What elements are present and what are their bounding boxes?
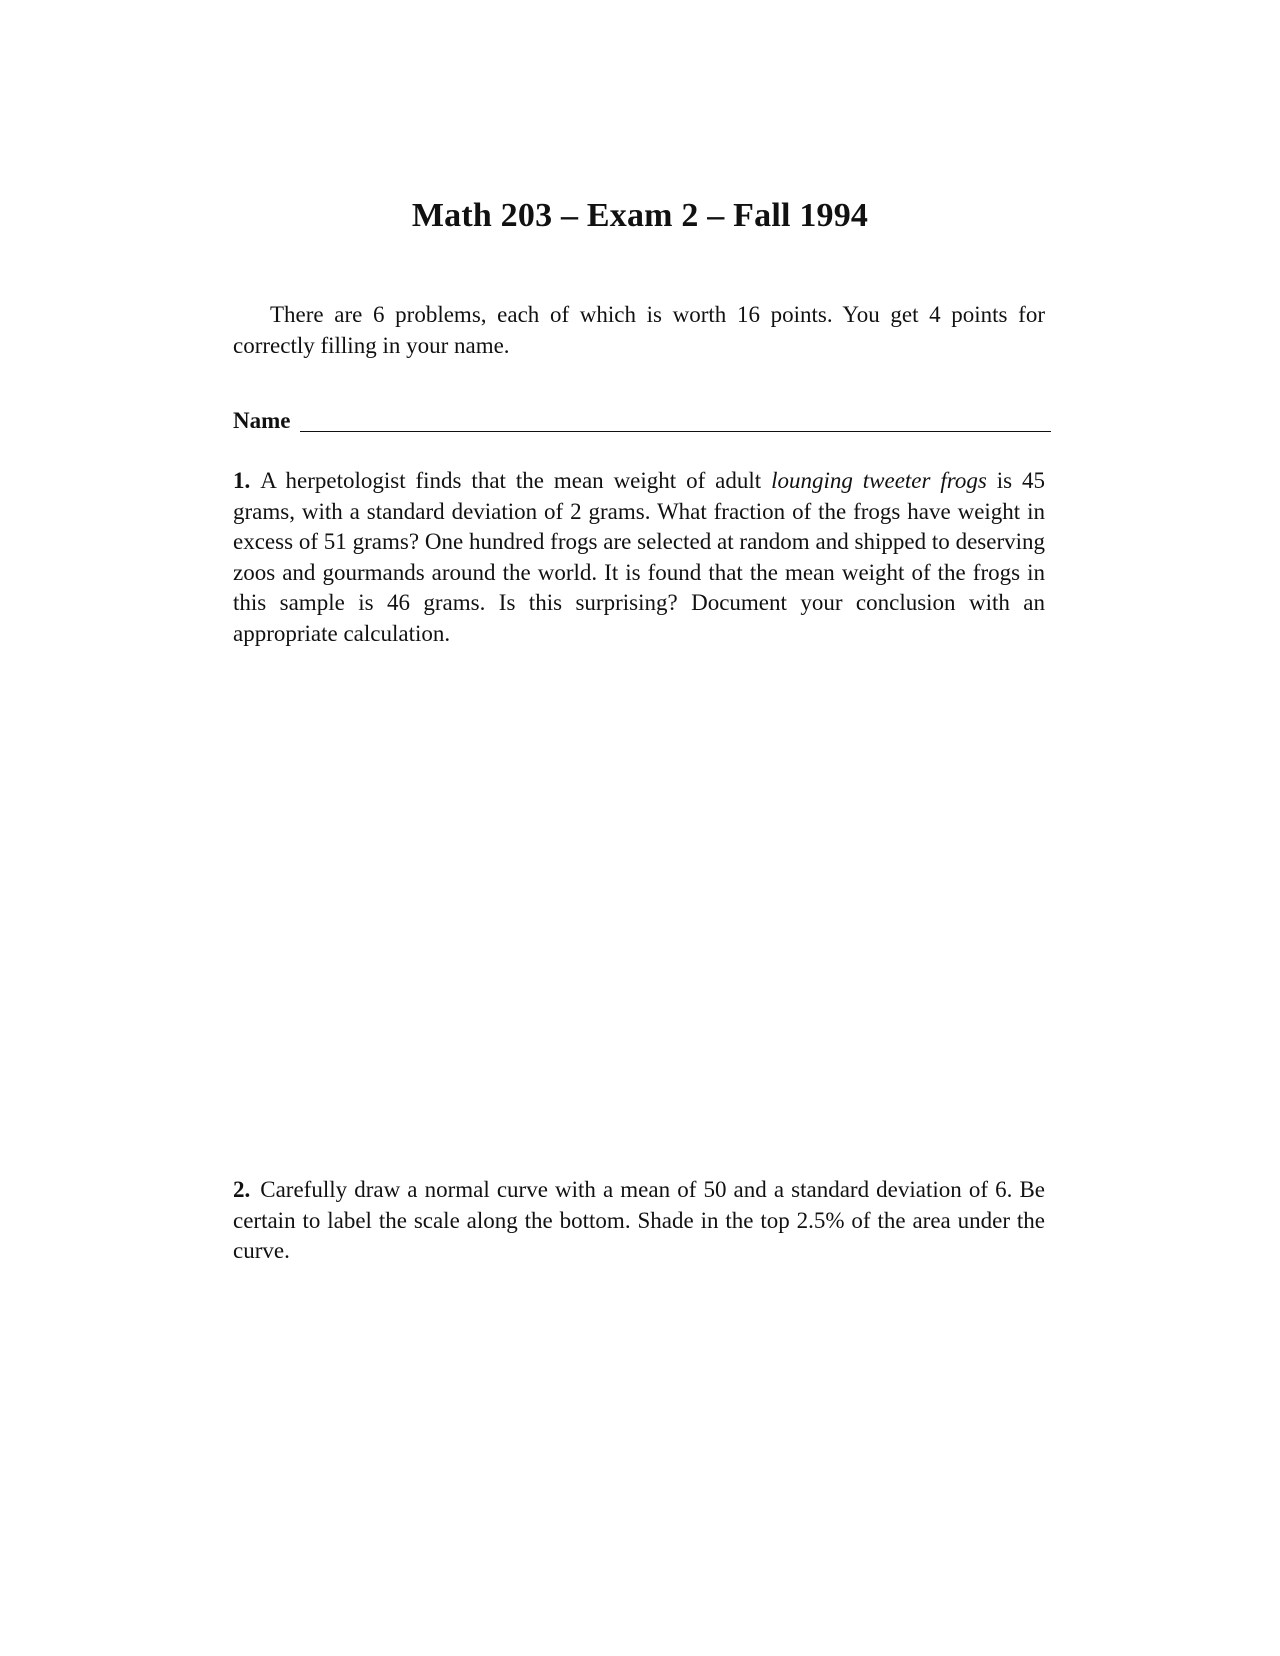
problem-number: 2. [233,1177,251,1202]
problem-2 [233,1175,1045,1267]
problem-1 [233,466,1045,649]
problem-number: 1. [233,468,251,493]
species-name: lounging tweeter frogs [771,468,987,493]
problem-text: Carefully draw a normal curve with a mean of 50 and a standard deviation of 6. Be certain to label the scale along the bottom. Shade in the top 2.5% of the area under the curve. [233,1177,1045,1263]
problem-text: is 45 grams, with a standard deviation of 2 grams. What fraction of the frogs have weight in excess of 51 grams? One hundred frogs are selected at random and shipped to deserving zoos and gourmands around the world. It is found that the mean weight of the frogs in this sample is 46 grams. Is this surprising? Document your conclusion with an appropriate calculation. [233,468,1045,646]
name-field[interactable] [233,406,1051,436]
problem-text: A herpetologist finds that the mean weight of adult [260,468,772,493]
name-label: Name [233,408,291,433]
name-blank-line[interactable] [300,431,1051,432]
page-title: Math 203 – Exam 2 – Fall 1994 [411,197,869,234]
exam-instructions: There are 6 problems, each of which is worth 16 points. You get 4 points for correctly filling in your name. [233,302,1045,358]
